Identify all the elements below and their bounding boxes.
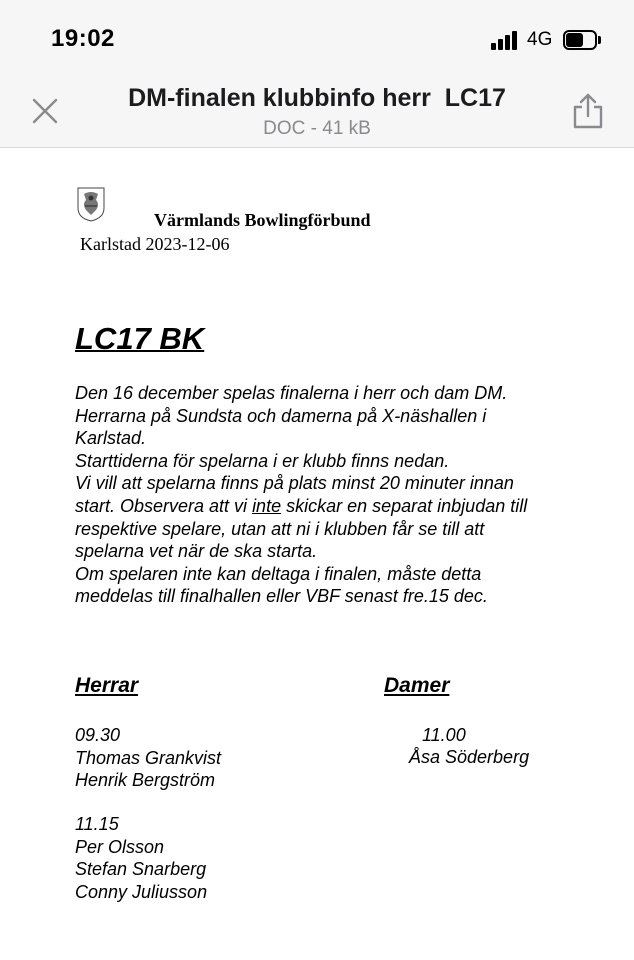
document-page bbox=[0, 149, 634, 960]
document-header bbox=[0, 80, 634, 148]
player-name: Conny Juliusson bbox=[75, 881, 208, 902]
damer-group-1-time bbox=[422, 724, 466, 747]
player-name: Per Olsson bbox=[75, 836, 165, 857]
player-name: Åsa Söderberg bbox=[409, 747, 530, 767]
paragraph-line: Herrarna på Sundsta och damerna på X-näshallen i bbox=[75, 405, 487, 426]
start-time: 11.00 bbox=[422, 725, 466, 745]
network-type: 4G bbox=[527, 29, 553, 50]
share-button[interactable] bbox=[570, 92, 606, 130]
paragraph-text: start. Observera att vi bbox=[75, 495, 253, 516]
document-title: DM-finalen klubbinfo herr LC17 bbox=[128, 84, 506, 112]
status-time: 19:02 bbox=[51, 25, 115, 52]
paragraph-line: meddelas till finalhallen eller VBF senast fre.15 dec. bbox=[75, 586, 488, 607]
paragraph-line: respektive spelare, utan att ni i klubben får se till att bbox=[75, 518, 485, 539]
paragraph-line: Vi vill att spelarna finns på plats minst 20 minuter innan bbox=[75, 473, 514, 494]
start-time: 09.30 bbox=[75, 725, 121, 745]
herrar-heading: Herrar bbox=[75, 674, 139, 697]
status-bar bbox=[0, 0, 634, 80]
share-icon bbox=[570, 92, 606, 130]
signal-icon bbox=[491, 30, 519, 50]
emphasis-text: inte bbox=[252, 495, 282, 516]
player-name: Henrik Bergström bbox=[75, 770, 216, 791]
club-title: LC17 BK bbox=[75, 321, 205, 356]
start-time: 11.15 bbox=[75, 814, 119, 834]
organization-name: Värmlands Bowlingförbund bbox=[154, 210, 371, 230]
damer-group-1-players bbox=[409, 746, 529, 769]
paragraph-line bbox=[75, 495, 527, 518]
battery-icon bbox=[563, 30, 601, 50]
place-date: Karlstad 2023-12-06 bbox=[80, 234, 230, 254]
info-paragraph bbox=[75, 382, 527, 608]
coat-of-arms-icon bbox=[76, 186, 106, 222]
damer-heading: Damer bbox=[384, 674, 450, 697]
paragraph-line: Den 16 december spelas finalerna i herr och dam DM. bbox=[75, 383, 508, 403]
paragraph-line: Karlstad. bbox=[75, 428, 147, 449]
player-name: Thomas Grankvist bbox=[75, 747, 222, 768]
document-subtitle: DOC - 41 kB bbox=[263, 118, 371, 139]
paragraph-text: skickar en separat inbjudan till bbox=[281, 495, 528, 516]
paragraph-line: Om spelaren inte kan deltaga i finalen, måste detta bbox=[75, 563, 482, 584]
paragraph-line: Starttiderna för spelarna i er klubb finns nedan. bbox=[75, 450, 450, 471]
herrar-group-2 bbox=[75, 813, 207, 903]
herrar-group-1 bbox=[75, 724, 221, 792]
player-name: Stefan Snarberg bbox=[75, 859, 207, 880]
paragraph-line: spelarna vet när de ska starta. bbox=[75, 541, 318, 562]
